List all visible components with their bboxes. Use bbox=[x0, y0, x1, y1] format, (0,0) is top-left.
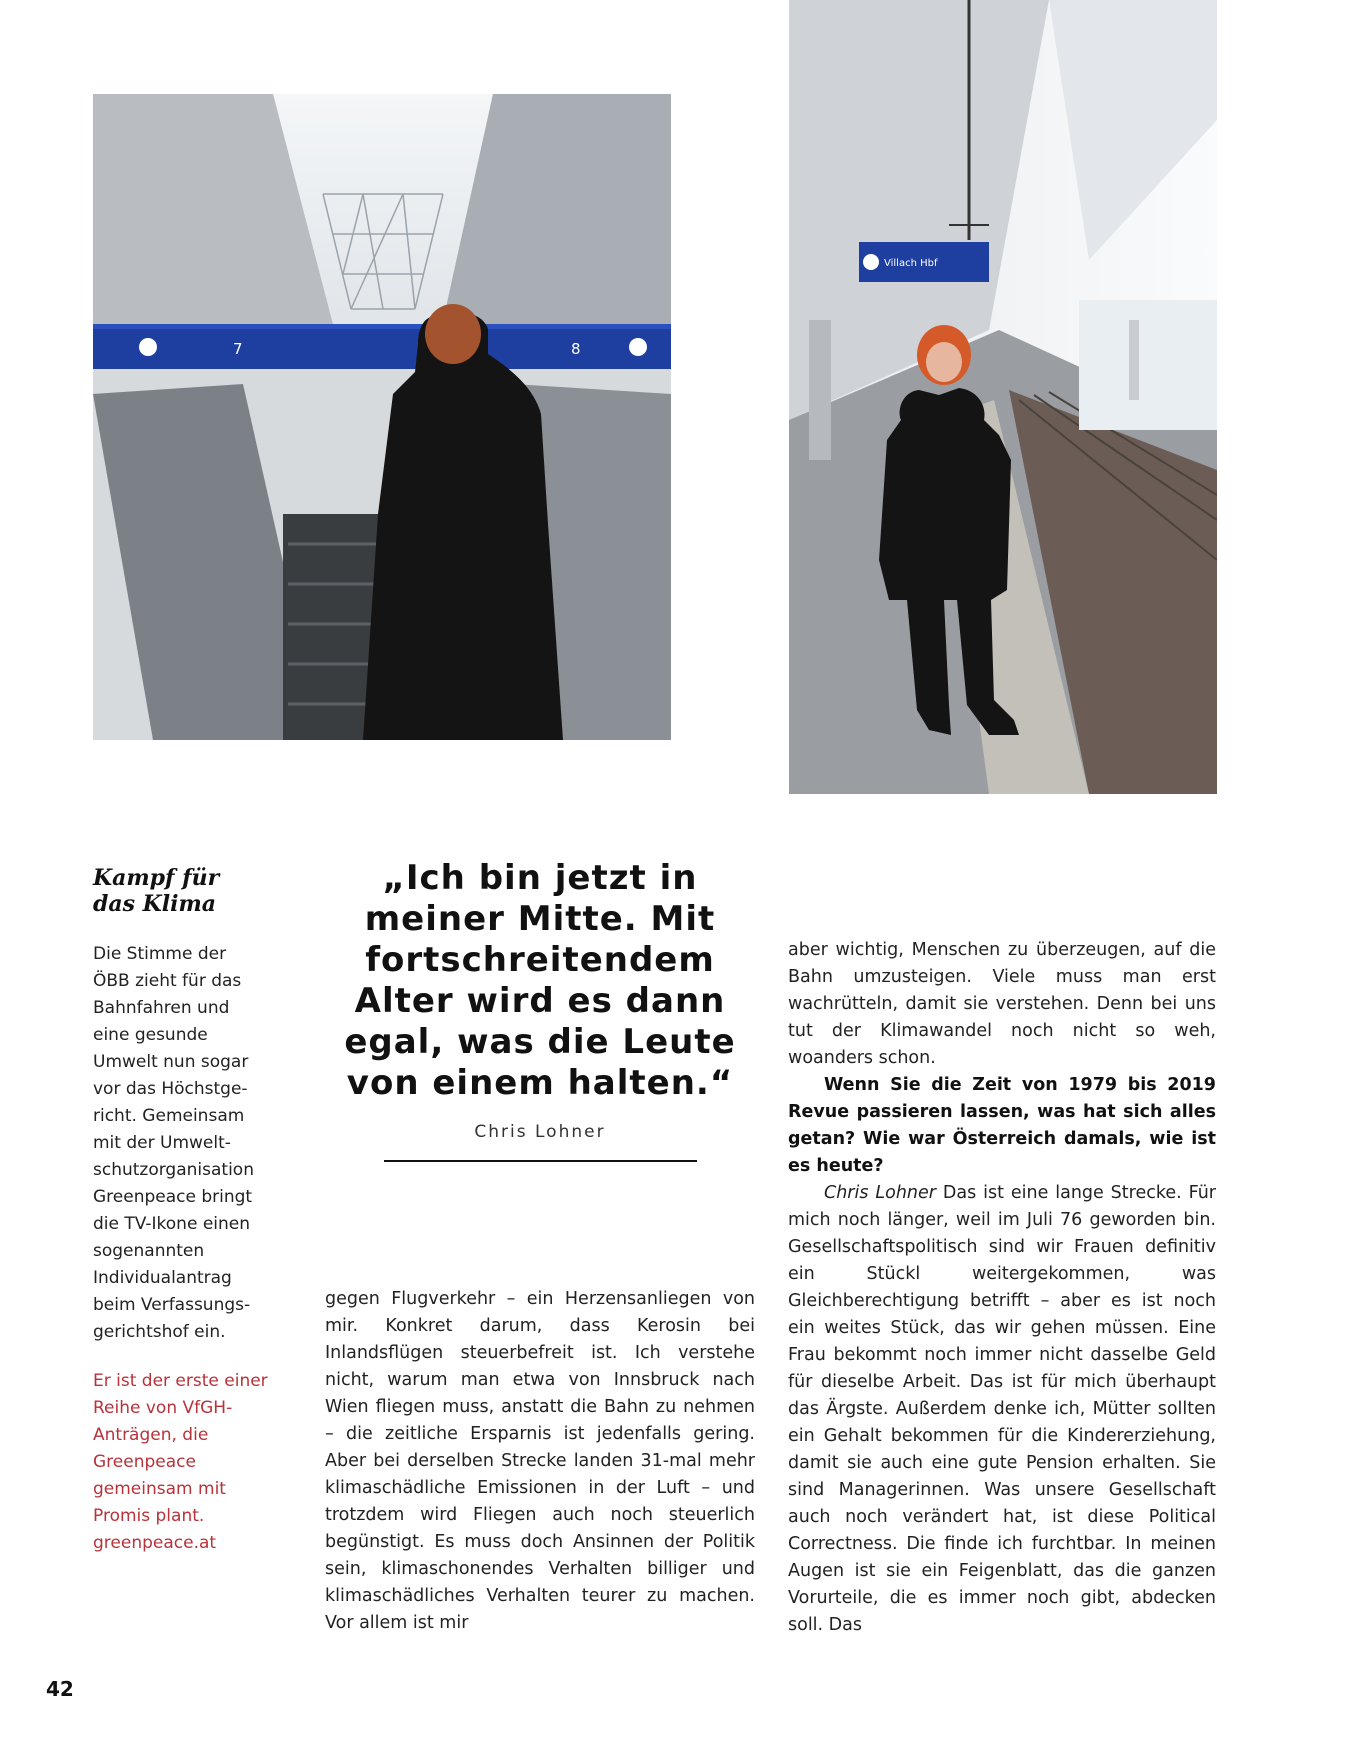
sidebar-title bbox=[93, 865, 268, 917]
speaker-name: Chris Lohner bbox=[824, 1183, 936, 1203]
pull-quote bbox=[330, 858, 750, 1162]
pull-quote-rule bbox=[384, 1160, 697, 1162]
answer-text: Das ist eine lange Strecke. Für mich noch länger, weil im Juli 76 geworden bin. Gesellschaftspolitisch sind wir Frauen definitiv ein Stückl weitergekommen, was Gleichberechtigung betrifft – aber es ist noch ein weites Stück, das wir gehen müssen. Eine Frau bekommt noch immer nicht dasselbe Geld für dieselbe Arbeit. Das ist für mich überhaupt das Ärgste. Außerdem denke ich, Mütter sollten ein Gehalt bekommen für die Kindererziehung, damit sie auch eine gute Pension erhalten. Sie sind Managerinnen. Was unsere Gesellschaft auch noch verändert hat, ist diese Political Correctness. Die finde ich furchtbar. In meinen Augen ist sie ein Feigenblatt, das die ganzen Vorurteile, die es immer noch gibt, abdecken soll. Das bbox=[788, 1183, 1216, 1635]
platform-sign-text: Villach Hbf bbox=[884, 258, 938, 269]
article-paragraph: aber wichtig, Menschen zu überzeugen, auf die Bahn umzusteigen. Viele muss man erst wachrütteln, damit sie verstehen. Denn bei uns tut der Klimawandel noch nicht so weh, woanders schon. bbox=[788, 940, 1216, 1068]
interview-question: Wenn Sie die Zeit von 1979 bis 2019 Revue passieren lassen, was hat sich alles getan? Wie war Österreich damals, wie ist es heute? bbox=[788, 1075, 1216, 1176]
sidebar-note: Er ist der erste einer Reihe von VfGH-Anträgen, die Greenpeace gemeinsam mit Promis plant. greenpeace.at bbox=[93, 1371, 268, 1553]
sign-number-left: 7 bbox=[233, 340, 243, 358]
escalator-photo bbox=[93, 94, 671, 740]
sidebar-title-line2: das Klima bbox=[93, 891, 217, 917]
pull-quote-text: „Ich bin jetzt in meiner Mitte. Mit fortschreitendem Alter wird es dann egal, was die Leute von einem halten.“ bbox=[344, 858, 736, 1103]
pull-quote-author: Chris Lohner bbox=[474, 1122, 606, 1142]
page-number: 42 bbox=[46, 1677, 74, 1701]
article-column-right bbox=[788, 937, 1216, 1639]
article-column-middle bbox=[325, 1286, 755, 1637]
interview-answer bbox=[788, 1180, 1216, 1639]
sidebar-body: Die Stimme der ÖBB zieht für das Bahnfahren und eine gesunde Umwelt nun sogar vor das Höchstgericht. Gemeinsam mit der Umweltschutzorganisation Greenpeace bringt die TV-Ikone einen sogenannten Individualantrag beim Verfassungsgerichtshof ein. bbox=[93, 944, 254, 1342]
sign-number-right: 8 bbox=[571, 340, 581, 358]
sidebar-title-line1: Kampf für bbox=[93, 865, 220, 891]
sidebar-box bbox=[93, 865, 268, 1557]
platform-photo bbox=[789, 0, 1217, 794]
article-paragraph: gegen Flugverkehr – ein Herzensanliegen von mir. Konkret darum, dass Kerosin bei Inlandsflügen steuerbefreit ist. Ich verstehe nicht, warum man etwa von Innsbruck nach Wien fliegen muss, anstatt die Bahn zu nehmen – die zeitliche Ersparnis ist jedenfalls gering. Aber bei derselben Strecke landen 31-mal mehr klimaschädliche Emissionen in der Luft – und trotzdem wird Fliegen auch noch steuerlich begünstigt. Es muss doch Ansinnen der Politik sein, klimaschonendes Verhalten billiger und klimaschädliches Verhalten teurer zu machen. Vor allem ist mir bbox=[325, 1289, 755, 1633]
